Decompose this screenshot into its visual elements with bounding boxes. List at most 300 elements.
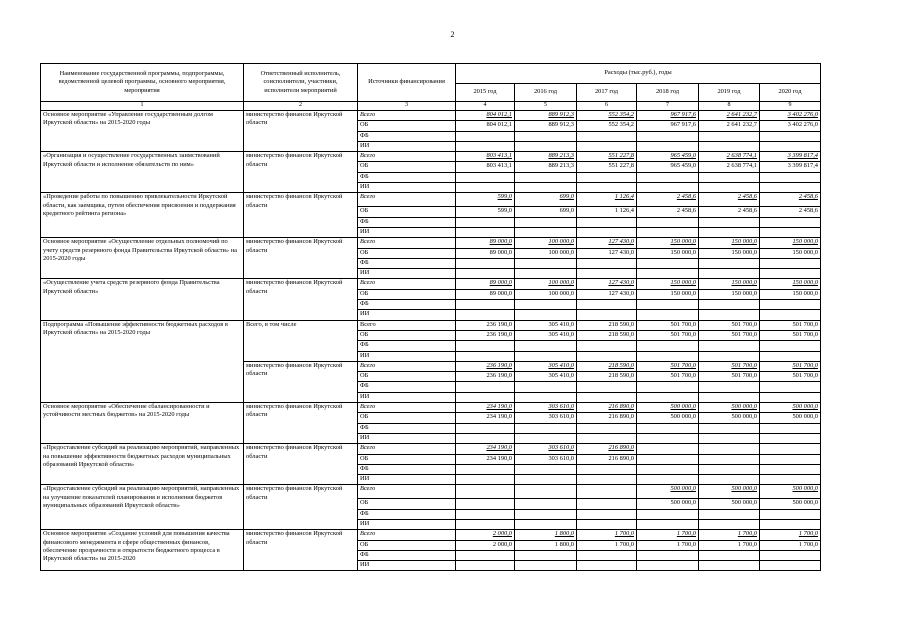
value-cell: 501 700,0 bbox=[760, 361, 821, 371]
value-cell bbox=[699, 131, 760, 141]
funding-source: Всего bbox=[358, 320, 456, 330]
value-cell: 965 459,0 bbox=[637, 152, 699, 162]
value-cell bbox=[577, 131, 637, 141]
value-cell bbox=[760, 454, 821, 464]
value-cell: 303 610,0 bbox=[515, 454, 577, 464]
funding-source: ФБ bbox=[358, 550, 456, 560]
value-cell bbox=[699, 392, 760, 402]
funding-source: ФБ bbox=[358, 258, 456, 268]
value-cell: 2 458,6 bbox=[699, 193, 760, 207]
funding-source: ОБ bbox=[358, 540, 456, 550]
value-cell bbox=[699, 172, 760, 182]
value-cell bbox=[456, 341, 515, 351]
value-cell bbox=[760, 258, 821, 268]
value-cell: 501 700,0 bbox=[760, 320, 821, 330]
value-cell: 2 000,0 bbox=[456, 530, 515, 540]
funding-source: Всего bbox=[358, 403, 456, 413]
value-cell bbox=[760, 341, 821, 351]
value-cell bbox=[577, 499, 637, 509]
value-cell bbox=[577, 550, 637, 560]
value-cell: 150 000,0 bbox=[760, 238, 821, 248]
value-cell bbox=[577, 485, 637, 499]
value-cell bbox=[577, 310, 637, 320]
value-cell: 150 000,0 bbox=[760, 289, 821, 299]
value-cell bbox=[637, 423, 699, 433]
value-cell bbox=[456, 550, 515, 560]
value-cell: 127 430,0 bbox=[577, 248, 637, 258]
funding-source: ОБ bbox=[358, 248, 456, 258]
header-responsible: Ответственный исполнитель, соисполнители, участники, исполнители мероприятий bbox=[244, 64, 358, 102]
header-year: 2017 год bbox=[577, 84, 637, 102]
value-cell: 236 190,0 bbox=[456, 330, 515, 340]
value-cell bbox=[456, 485, 515, 499]
header-year: 2016 год bbox=[515, 84, 577, 102]
header-year: 2018 год bbox=[637, 84, 699, 102]
value-cell bbox=[637, 300, 699, 310]
value-cell: 501 700,0 bbox=[760, 330, 821, 340]
value-cell bbox=[515, 227, 577, 237]
value-cell bbox=[577, 464, 637, 474]
value-cell bbox=[760, 310, 821, 320]
value-cell bbox=[699, 227, 760, 237]
header-expenses: Расходы (тыс.руб.), годы bbox=[456, 64, 821, 84]
value-cell bbox=[515, 382, 577, 392]
row-responsible: министерство финансов Иркутской области bbox=[244, 444, 358, 485]
value-cell: 150 000,0 bbox=[699, 248, 760, 258]
value-cell bbox=[637, 172, 699, 182]
funding-source: ОБ bbox=[358, 121, 456, 131]
table-row bbox=[41, 279, 821, 289]
value-cell bbox=[760, 433, 821, 443]
value-cell: 501 700,0 bbox=[699, 320, 760, 330]
value-cell bbox=[515, 550, 577, 560]
value-cell: 1 700,0 bbox=[637, 540, 699, 550]
value-cell bbox=[456, 217, 515, 227]
value-cell: 500 000,0 bbox=[699, 413, 760, 423]
row-responsible: министерство финансов Иркутской области bbox=[244, 279, 358, 320]
funding-source: Всего bbox=[358, 279, 456, 289]
col-number: 1 bbox=[41, 102, 244, 111]
value-cell: 100 000,0 bbox=[515, 279, 577, 289]
value-cell bbox=[637, 392, 699, 402]
value-cell: 3 402 276,0 bbox=[760, 111, 821, 121]
value-cell bbox=[456, 392, 515, 402]
value-cell: 1 700,0 bbox=[577, 530, 637, 540]
value-cell bbox=[760, 444, 821, 454]
value-cell bbox=[760, 475, 821, 485]
value-cell: 150 000,0 bbox=[637, 289, 699, 299]
value-cell: 501 700,0 bbox=[699, 372, 760, 382]
row-responsible: министерство финансов Иркутской области bbox=[244, 530, 358, 571]
value-cell bbox=[577, 382, 637, 392]
value-cell bbox=[637, 475, 699, 485]
funding-source: ФБ bbox=[358, 341, 456, 351]
table-row bbox=[41, 403, 821, 413]
value-cell: 889 213,3 bbox=[515, 152, 577, 162]
value-cell: 216 890,0 bbox=[577, 413, 637, 423]
value-cell: 2 458,6 bbox=[760, 207, 821, 217]
header-year: 2019 год bbox=[699, 84, 760, 102]
value-cell: 552 354,2 bbox=[577, 111, 637, 121]
value-cell bbox=[515, 519, 577, 529]
value-cell bbox=[515, 341, 577, 351]
row-name: Основное мероприятие «Обеспечение сбалансированности и устойчивости местных бюджетов» на 2015-2020 годы bbox=[41, 403, 244, 444]
value-cell bbox=[637, 464, 699, 474]
value-cell: 889 912,3 bbox=[515, 111, 577, 121]
value-cell bbox=[456, 310, 515, 320]
value-cell: 236 190,0 bbox=[456, 372, 515, 382]
budget-table bbox=[40, 63, 821, 571]
value-cell: 500 000,0 bbox=[760, 499, 821, 509]
value-cell: 1 700,0 bbox=[637, 530, 699, 540]
col-number: 7 bbox=[637, 102, 699, 111]
value-cell: 500 000,0 bbox=[637, 413, 699, 423]
value-cell: 965 459,0 bbox=[637, 162, 699, 172]
value-cell bbox=[515, 475, 577, 485]
value-cell bbox=[760, 300, 821, 310]
value-cell bbox=[637, 351, 699, 361]
value-cell: 3 402 276,0 bbox=[760, 121, 821, 131]
value-cell: 150 000,0 bbox=[760, 248, 821, 258]
value-cell bbox=[456, 464, 515, 474]
value-cell: 501 700,0 bbox=[699, 330, 760, 340]
value-cell bbox=[515, 141, 577, 151]
value-cell: 804 012,1 bbox=[456, 121, 515, 131]
funding-source: Всего bbox=[358, 238, 456, 248]
value-cell: 967 917,6 bbox=[637, 121, 699, 131]
value-cell: 3 399 817,4 bbox=[760, 152, 821, 162]
funding-source: ФБ bbox=[358, 423, 456, 433]
row-name: «Проведение работы по повышению привлекательности Иркутской области, как заемщика, путем обеспечения присвоения и поддержания кредитного рейтинга региона» bbox=[41, 193, 244, 238]
funding-source: ОБ bbox=[358, 499, 456, 509]
value-cell bbox=[699, 258, 760, 268]
value-cell: 305 410,0 bbox=[515, 372, 577, 382]
table-row bbox=[41, 530, 821, 540]
funding-source: ИИ bbox=[358, 183, 456, 193]
value-cell bbox=[637, 183, 699, 193]
funding-source: ОБ bbox=[358, 413, 456, 423]
value-cell bbox=[637, 382, 699, 392]
value-cell: 889 213,3 bbox=[515, 162, 577, 172]
value-cell bbox=[456, 172, 515, 182]
row-responsible: министерство финансов Иркутской области bbox=[244, 361, 358, 402]
value-cell bbox=[637, 550, 699, 560]
value-cell: 552 354,2 bbox=[577, 121, 637, 131]
value-cell bbox=[577, 217, 637, 227]
table-row bbox=[41, 111, 821, 121]
table-body bbox=[41, 111, 821, 571]
header-source: Источники финансирования bbox=[358, 64, 456, 102]
value-cell: 1 800,0 bbox=[515, 540, 577, 550]
funding-source: ИИ bbox=[358, 519, 456, 529]
value-cell: 1 700,0 bbox=[699, 530, 760, 540]
value-cell bbox=[515, 131, 577, 141]
value-cell: 100 000,0 bbox=[515, 238, 577, 248]
value-cell: 89 000,0 bbox=[456, 279, 515, 289]
value-cell bbox=[699, 550, 760, 560]
value-cell bbox=[577, 227, 637, 237]
value-cell: 150 000,0 bbox=[760, 279, 821, 289]
value-cell: 234 190,0 bbox=[456, 413, 515, 423]
value-cell: 218 590,0 bbox=[577, 320, 637, 330]
value-cell: 216 890,0 bbox=[577, 403, 637, 413]
value-cell: 1 700,0 bbox=[699, 540, 760, 550]
value-cell: 599,0 bbox=[456, 207, 515, 217]
value-cell bbox=[515, 433, 577, 443]
row-name: «Организация и осуществление государственных заимствований Иркутской области и исполнение обязательств по ним» bbox=[41, 152, 244, 193]
value-cell bbox=[699, 423, 760, 433]
value-cell bbox=[699, 433, 760, 443]
value-cell: 218 590,0 bbox=[577, 330, 637, 340]
funding-source: ФБ bbox=[358, 300, 456, 310]
value-cell bbox=[760, 519, 821, 529]
value-cell bbox=[760, 141, 821, 151]
col-number: 5 bbox=[515, 102, 577, 111]
value-cell: 150 000,0 bbox=[637, 248, 699, 258]
value-cell bbox=[515, 351, 577, 361]
funding-source: ИИ bbox=[358, 141, 456, 151]
value-cell bbox=[699, 141, 760, 151]
funding-source: ИИ bbox=[358, 561, 456, 571]
value-cell bbox=[699, 561, 760, 571]
value-cell bbox=[699, 382, 760, 392]
row-responsible: министерство финансов Иркутской области bbox=[244, 485, 358, 530]
value-cell: 500 000,0 bbox=[760, 485, 821, 499]
value-cell bbox=[637, 509, 699, 519]
funding-source: Всего bbox=[358, 530, 456, 540]
value-cell bbox=[760, 351, 821, 361]
value-cell bbox=[456, 475, 515, 485]
value-cell: 2 458,6 bbox=[760, 193, 821, 207]
col-number: 2 bbox=[244, 102, 358, 111]
value-cell: 501 700,0 bbox=[637, 361, 699, 371]
value-cell: 699,0 bbox=[515, 207, 577, 217]
value-cell: 127 430,0 bbox=[577, 289, 637, 299]
value-cell: 2 458,6 bbox=[637, 207, 699, 217]
value-cell bbox=[637, 341, 699, 351]
value-cell: 2 458,6 bbox=[637, 193, 699, 207]
value-cell bbox=[577, 141, 637, 151]
funding-source: ОБ bbox=[358, 454, 456, 464]
value-cell bbox=[699, 310, 760, 320]
row-name: Подпрограмма «Повышение эффективности бюджетных расходов в Иркутской области» на 2015-2020 годы bbox=[41, 320, 244, 402]
funding-source: ОБ bbox=[358, 289, 456, 299]
value-cell: 967 917,6 bbox=[637, 111, 699, 121]
value-cell bbox=[456, 423, 515, 433]
value-cell bbox=[637, 444, 699, 454]
value-cell bbox=[456, 382, 515, 392]
value-cell: 500 000,0 bbox=[637, 403, 699, 413]
value-cell bbox=[699, 464, 760, 474]
header-year: 2015 год bbox=[456, 84, 515, 102]
table-row bbox=[41, 320, 821, 330]
value-cell: 1 800,0 bbox=[515, 530, 577, 540]
value-cell bbox=[577, 475, 637, 485]
value-cell bbox=[760, 509, 821, 519]
value-cell: 501 700,0 bbox=[760, 372, 821, 382]
value-cell: 236 190,0 bbox=[456, 320, 515, 330]
funding-source: ФБ bbox=[358, 172, 456, 182]
value-cell bbox=[456, 258, 515, 268]
header-year: 2020 год bbox=[760, 84, 821, 102]
value-cell bbox=[515, 310, 577, 320]
table-row bbox=[41, 444, 821, 454]
value-cell: 501 700,0 bbox=[637, 330, 699, 340]
value-cell bbox=[515, 258, 577, 268]
value-cell: 303 610,0 bbox=[515, 403, 577, 413]
table-row bbox=[41, 152, 821, 162]
value-cell bbox=[515, 172, 577, 182]
value-cell bbox=[456, 141, 515, 151]
value-cell bbox=[515, 509, 577, 519]
value-cell bbox=[515, 300, 577, 310]
value-cell bbox=[637, 227, 699, 237]
funding-source: ОБ bbox=[358, 330, 456, 340]
funding-source: ФБ bbox=[358, 464, 456, 474]
value-cell: 501 700,0 bbox=[637, 372, 699, 382]
value-cell bbox=[577, 269, 637, 279]
value-cell: 1 700,0 bbox=[760, 530, 821, 540]
funding-source: Всего bbox=[358, 485, 456, 499]
row-responsible: министерство финансов Иркутской области bbox=[244, 193, 358, 238]
value-cell: 599,0 bbox=[456, 193, 515, 207]
value-cell: 500 000,0 bbox=[699, 485, 760, 499]
value-cell: 2 458,6 bbox=[699, 207, 760, 217]
value-cell bbox=[515, 392, 577, 402]
value-cell bbox=[456, 499, 515, 509]
value-cell bbox=[760, 382, 821, 392]
value-cell: 150 000,0 bbox=[699, 279, 760, 289]
funding-source: ФБ bbox=[358, 382, 456, 392]
funding-source: Всего bbox=[358, 361, 456, 371]
funding-source: ИИ bbox=[358, 433, 456, 443]
value-cell: 803 413,1 bbox=[456, 152, 515, 162]
value-cell: 500 000,0 bbox=[637, 485, 699, 499]
value-cell bbox=[577, 509, 637, 519]
value-cell: 150 000,0 bbox=[699, 238, 760, 248]
page-number: 2 bbox=[450, 30, 455, 39]
value-cell: 2 638 774,1 bbox=[699, 162, 760, 172]
col-number: 8 bbox=[699, 102, 760, 111]
table-row bbox=[41, 485, 821, 499]
value-cell: 218 590,0 bbox=[577, 361, 637, 371]
value-cell bbox=[760, 227, 821, 237]
value-cell: 100 000,0 bbox=[515, 289, 577, 299]
funding-source: ФБ bbox=[358, 509, 456, 519]
header-name: Наименование государственной программы, подпрограммы, ведомственной целевой программы, основного мероприятия, мероприятия bbox=[41, 64, 244, 102]
funding-source: ИИ bbox=[358, 310, 456, 320]
value-cell bbox=[515, 423, 577, 433]
value-cell bbox=[699, 444, 760, 454]
value-cell bbox=[760, 217, 821, 227]
value-cell bbox=[456, 131, 515, 141]
row-name: Основное мероприятие «Создание условий для повышения качества финансового менеджмента в сфере общественных финансов, обеспечение прозрачности и открытости бюджетного процесса в Иркутской области» на 2015-2020 bbox=[41, 530, 244, 571]
value-cell bbox=[637, 433, 699, 443]
value-cell bbox=[637, 519, 699, 529]
funding-source: ОБ bbox=[358, 372, 456, 382]
row-name: «Осуществление учета средств резервного фонда Правительства Иркутской области» bbox=[41, 279, 244, 320]
value-cell bbox=[577, 172, 637, 182]
value-cell bbox=[760, 172, 821, 182]
value-cell: 1 700,0 bbox=[760, 540, 821, 550]
value-cell bbox=[577, 433, 637, 443]
value-cell: 2 000,0 bbox=[456, 540, 515, 550]
value-cell: 500 000,0 bbox=[699, 499, 760, 509]
value-cell bbox=[456, 351, 515, 361]
value-cell bbox=[699, 269, 760, 279]
value-cell bbox=[637, 131, 699, 141]
value-cell: 1 126,4 bbox=[577, 193, 637, 207]
value-cell bbox=[699, 509, 760, 519]
value-cell: 500 000,0 bbox=[699, 403, 760, 413]
value-cell bbox=[577, 519, 637, 529]
value-cell: 127 430,0 bbox=[577, 238, 637, 248]
funding-source: ИИ bbox=[358, 227, 456, 237]
col-number: 3 bbox=[358, 102, 456, 111]
value-cell bbox=[699, 351, 760, 361]
funding-source: ФБ bbox=[358, 217, 456, 227]
value-cell: 303 610,0 bbox=[515, 444, 577, 454]
value-cell bbox=[577, 300, 637, 310]
value-cell: 500 000,0 bbox=[760, 403, 821, 413]
value-cell: 150 000,0 bbox=[637, 238, 699, 248]
value-cell: 216 890,0 bbox=[577, 444, 637, 454]
value-cell bbox=[515, 561, 577, 571]
value-cell bbox=[456, 300, 515, 310]
value-cell bbox=[637, 561, 699, 571]
value-cell: 803 413,1 bbox=[456, 162, 515, 172]
value-cell bbox=[760, 183, 821, 193]
value-cell bbox=[760, 269, 821, 279]
value-cell bbox=[577, 351, 637, 361]
value-cell: 501 700,0 bbox=[637, 320, 699, 330]
value-cell: 501 700,0 bbox=[699, 361, 760, 371]
value-cell bbox=[699, 217, 760, 227]
funding-source: ИИ bbox=[358, 351, 456, 361]
table-row bbox=[41, 193, 821, 207]
col-number: 6 bbox=[577, 102, 637, 111]
col-number: 4 bbox=[456, 102, 515, 111]
value-cell: 100 000,0 bbox=[515, 248, 577, 258]
value-cell: 3 399 817,4 bbox=[760, 162, 821, 172]
value-cell bbox=[577, 258, 637, 268]
funding-source: ИИ bbox=[358, 269, 456, 279]
row-responsible: Всего, в том числе bbox=[244, 320, 358, 361]
row-responsible: министерство финансов Иркутской области bbox=[244, 403, 358, 444]
value-cell: 234 190,0 bbox=[456, 403, 515, 413]
value-cell bbox=[456, 227, 515, 237]
value-cell bbox=[577, 423, 637, 433]
value-cell: 305 410,0 bbox=[515, 330, 577, 340]
funding-source: Всего bbox=[358, 111, 456, 121]
value-cell: 804 012,1 bbox=[456, 111, 515, 121]
value-cell: 234 190,0 bbox=[456, 444, 515, 454]
value-cell bbox=[515, 485, 577, 499]
value-cell bbox=[699, 475, 760, 485]
value-cell: 236 190,0 bbox=[456, 361, 515, 371]
value-cell bbox=[760, 561, 821, 571]
value-cell: 89 000,0 bbox=[456, 238, 515, 248]
value-cell bbox=[577, 392, 637, 402]
value-cell: 127 430,0 bbox=[577, 279, 637, 289]
value-cell bbox=[577, 341, 637, 351]
value-cell bbox=[637, 258, 699, 268]
value-cell: 303 610,0 bbox=[515, 413, 577, 423]
value-cell bbox=[515, 217, 577, 227]
value-cell: 500 000,0 bbox=[637, 499, 699, 509]
value-cell: 500 000,0 bbox=[760, 413, 821, 423]
value-cell bbox=[760, 392, 821, 402]
